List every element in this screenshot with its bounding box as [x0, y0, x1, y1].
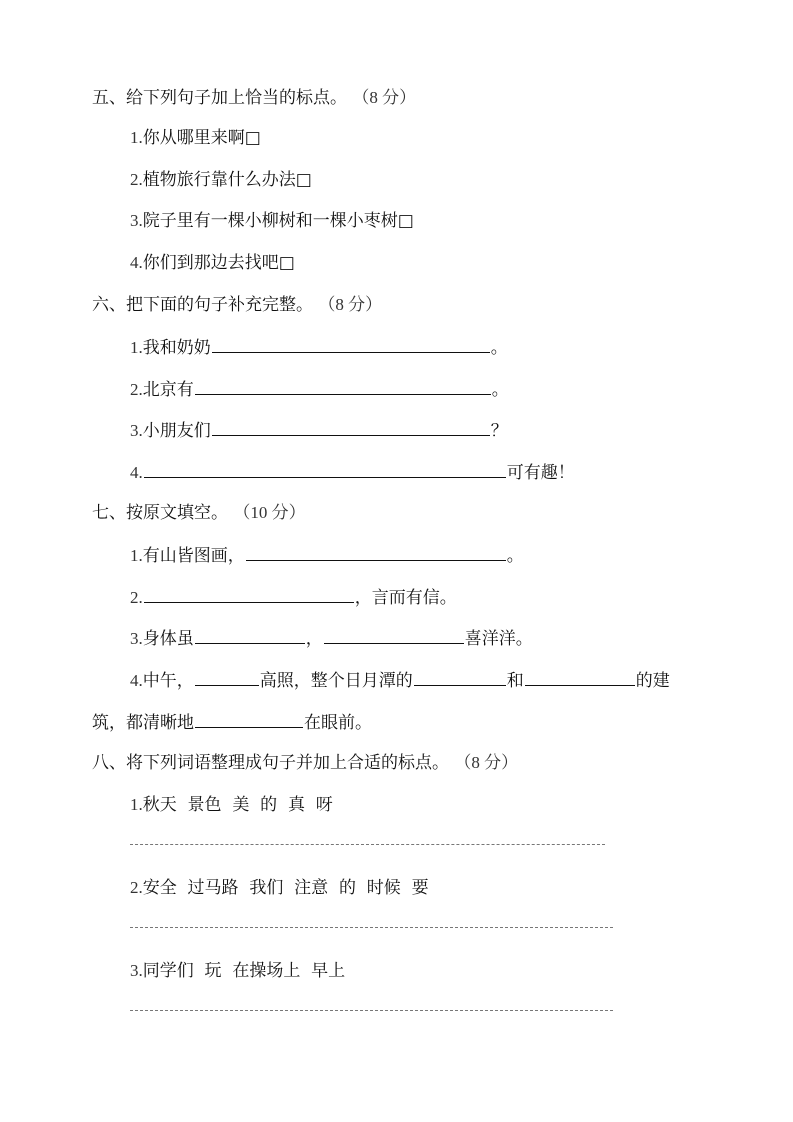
- question-6-3: [130, 419, 508, 442]
- question-7-1: [130, 544, 524, 567]
- section-6-heading: [92, 294, 382, 316]
- item-number: 3.: [130, 421, 143, 440]
- item-text: 。: [506, 546, 524, 566]
- item-text: ，: [305, 629, 323, 649]
- item-suffix: ？: [490, 421, 508, 441]
- question-5-1: [130, 127, 261, 149]
- item-suffix: 可有趣！: [506, 463, 575, 483]
- section-8-heading: [92, 752, 518, 774]
- item-text: 和: [506, 671, 524, 691]
- item-number: 1.: [130, 795, 143, 814]
- item-number: 2.: [130, 878, 143, 897]
- section-score: （8 分）: [352, 88, 417, 107]
- question-5-2: [130, 169, 312, 191]
- item-text: 你从哪里来啊□: [142, 128, 261, 148]
- section-score: （8 分）: [454, 753, 519, 772]
- answer-blank[interactable]: [195, 669, 259, 686]
- item-number: 3.: [130, 211, 143, 230]
- answer-blank[interactable]: [195, 378, 491, 395]
- item-text: 你们到那边去找吧□: [142, 253, 295, 273]
- item-text: 同学们 玩 在操场上 早上: [142, 961, 346, 981]
- item-number: 2.: [130, 380, 143, 399]
- question-7-4: [130, 669, 670, 692]
- question-8-1: [130, 794, 333, 816]
- answer-line[interactable]: [130, 1010, 613, 1011]
- item-text: 喜洋洋。: [464, 629, 533, 649]
- item-text: 的建: [635, 671, 670, 691]
- item-number: 3.: [130, 629, 143, 648]
- item-text: 中午，: [142, 671, 194, 691]
- item-suffix: 。: [490, 338, 508, 358]
- item-number: 1.: [130, 128, 143, 147]
- item-text: ，言而有信。: [354, 588, 457, 608]
- item-text: 秋天 景色 美 的 真 呀: [142, 795, 333, 815]
- item-number: 1.: [130, 546, 143, 565]
- question-6-1: [130, 336, 508, 359]
- item-number: 4.: [130, 253, 143, 272]
- answer-blank[interactable]: [144, 586, 354, 603]
- answer-line[interactable]: [130, 927, 613, 928]
- question-8-3: [130, 960, 345, 982]
- item-text: 植物旅行靠什么办法□: [142, 170, 312, 190]
- answer-blank[interactable]: [195, 711, 303, 728]
- question-5-4: [130, 252, 295, 274]
- item-text: 高照，整个日月潭的: [259, 671, 413, 691]
- item-text: 安全 过马路 我们 注意 的 时候 要: [142, 878, 429, 898]
- item-prefix: 北京有: [142, 380, 194, 400]
- answer-blank[interactable]: [212, 336, 490, 353]
- answer-blank[interactable]: [246, 544, 506, 561]
- item-number: 4.: [130, 463, 143, 482]
- question-8-2: [130, 877, 429, 899]
- answer-blank[interactable]: [525, 669, 635, 686]
- question-7-3: [130, 627, 533, 650]
- section-title: 八、将下列词语整理成句子并加上合适的标点。: [92, 753, 449, 773]
- item-number: 3.: [130, 961, 143, 980]
- item-number: 2.: [130, 170, 143, 189]
- item-suffix: 。: [491, 380, 509, 400]
- item-number: 1.: [130, 338, 143, 357]
- answer-blank[interactable]: [144, 461, 506, 478]
- section-title: 五、给下列句子加上恰当的标点。: [92, 88, 347, 108]
- section-score: （8 分）: [318, 295, 383, 314]
- answer-blank[interactable]: [212, 419, 490, 436]
- item-text: 院子里有一棵小柳树和一棵小枣树□: [142, 211, 414, 231]
- question-5-3: [130, 210, 414, 232]
- item-number: 4.: [130, 671, 143, 690]
- answer-blank[interactable]: [414, 669, 506, 686]
- question-6-2: [130, 378, 509, 401]
- answer-blank[interactable]: [195, 627, 305, 644]
- section-score: （10 分）: [233, 503, 306, 522]
- item-number: 2.: [130, 588, 143, 607]
- item-prefix: 小朋友们: [142, 421, 211, 441]
- answer-line[interactable]: [130, 844, 605, 845]
- question-6-4: [130, 461, 575, 484]
- section-title: 六、把下面的句子补充完整。: [92, 295, 313, 315]
- item-prefix: 我和奶奶: [142, 338, 211, 358]
- question-7-2: [130, 586, 457, 609]
- item-text: 在眼前。: [304, 713, 372, 733]
- section-7-heading: [92, 502, 306, 524]
- section-title: 七、按原文填空。: [92, 503, 228, 523]
- section-5-heading: [92, 87, 416, 109]
- question-7-4-continued: [92, 711, 372, 734]
- item-text: 筑，都清晰地: [92, 713, 194, 733]
- answer-blank[interactable]: [324, 627, 464, 644]
- item-text: 身体虽: [142, 629, 194, 649]
- item-text: 有山皆图画，: [142, 546, 245, 566]
